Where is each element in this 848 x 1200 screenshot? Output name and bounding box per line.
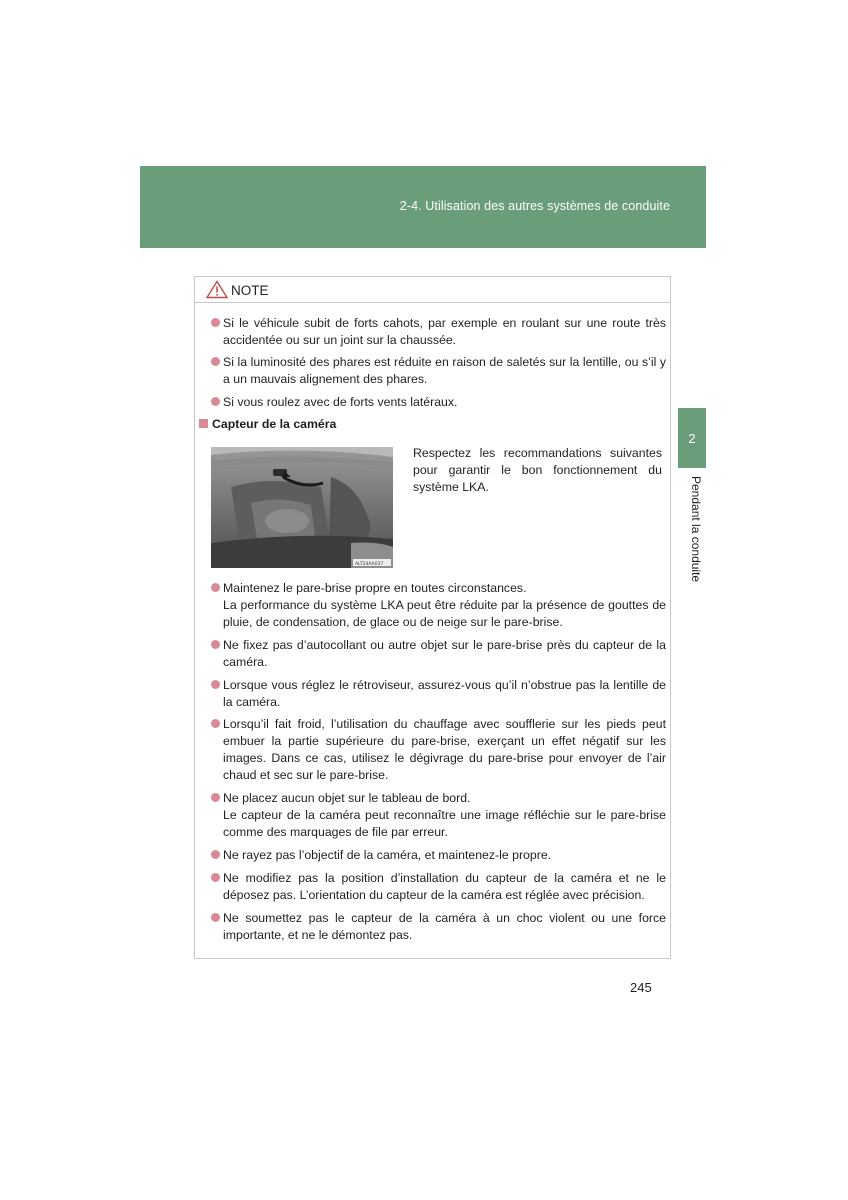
warning-triangle-icon: [206, 280, 228, 299]
camera-photo: [211, 447, 393, 568]
bullet-dot-icon: [211, 640, 220, 649]
bullet-text: Si la luminosité des phares est réduite en raison de saletés sur la lentille, ou s’il y a un mauvais alignement des phares.: [223, 355, 666, 386]
bullet-dot-icon: [211, 913, 220, 922]
bullet-dot-icon: [211, 357, 220, 366]
bullet-text: Lorsqu’il fait froid, l’utilisation du chauffage avec soufflerie sur les pieds peut embuer la partie supérieure du pare-brise, exerçant un effet négatif sur les images. Dans ce cas, utilisez le dégivrage du pare-brise pour envoyer de l’air chaud et sec sur le pare-brise.: [223, 717, 666, 782]
note-bullet: [223, 847, 666, 864]
bullet-text: Si vous roulez avec de forts vents latéraux.: [223, 395, 458, 409]
note-bullet: [223, 910, 666, 944]
bullet-text: Si le véhicule subit de forts cahots, par exemple en roulant sur une route très accidentée ou sur un joint sur la chaussée.: [223, 316, 666, 347]
note-bullet: [223, 394, 666, 411]
note-bullet: [223, 716, 666, 784]
bullet-dot-icon: [211, 793, 220, 802]
bullet-dot-icon: [211, 719, 220, 728]
bullet-dot-icon: [211, 318, 220, 327]
note-bullet: [223, 870, 666, 904]
chapter-title: 2-4. Utilisation des autres systèmes de conduite: [399, 199, 670, 213]
note-bullet: [223, 790, 666, 841]
photo-code: ALT24AA037: [355, 562, 384, 567]
bullet-subtext: La performance du système LKA peut être réduite par la présence de gouttes de pluie, de condensation, de glace ou de neige sur le pare-brise.: [223, 598, 666, 629]
bullet-dot-icon: [211, 850, 220, 859]
note-bullet: [223, 315, 666, 349]
bullet-dot-icon: [211, 873, 220, 882]
note-bullet: [223, 637, 666, 671]
bullet-text: Ne modifiez pas la position d’installation du capteur de la caméra et ne le déposez pas. L’orientation du capteur de la caméra est réglée avec précision.: [223, 871, 666, 902]
section-title: Capteur de la caméra: [212, 417, 337, 431]
chapter-header-bar: [140, 166, 706, 248]
bullet-text: Ne rayez pas l’objectif de la caméra, et maintenez-le propre.: [223, 848, 552, 862]
bullet-dot-icon: [211, 680, 220, 689]
windshield-camera-illustration: [211, 447, 393, 568]
note-header: [195, 277, 670, 303]
note-bullet: [223, 580, 666, 631]
bullet-subtext: Le capteur de la caméra peut reconnaître une image réfléchie sur le pare-brise comme des marquages de file par erreur.: [223, 808, 666, 839]
bullet-dot-icon: [211, 397, 220, 406]
chapter-tab-label: Pendant la conduite: [689, 476, 703, 583]
note-title: NOTE: [231, 283, 269, 298]
bullet-text: Lorsque vous réglez le rétroviseur, assurez-vous qu’il n’obstrue pas la lentille de la caméra.: [223, 678, 666, 709]
page-number: 245: [630, 980, 652, 995]
section-heading: [199, 417, 336, 431]
chapter-number: 2: [688, 430, 696, 446]
photo-caption: Respectez les recommandations suivantes pour garantir le bon fonctionnement du système LKA.: [413, 446, 662, 494]
note-bullet: [223, 354, 666, 388]
bullet-dot-icon: [211, 583, 220, 592]
note-bullet: [223, 677, 666, 711]
chapter-tab: [678, 408, 706, 468]
bullet-text: Ne fixez pas d’autocollant ou autre objet sur le pare-brise près du capteur de la caméra.: [223, 638, 666, 669]
bullet-text: Ne placez aucun objet sur le tableau de bord.: [223, 791, 471, 805]
note-box: [194, 276, 671, 959]
bullet-text: Ne soumettez pas le capteur de la caméra à un choc violent ou une force importante, et ne le démontez pas.: [223, 911, 666, 942]
bullet-text: Maintenez le pare-brise propre en toutes circonstances.: [223, 581, 527, 595]
section-square-icon: [199, 419, 208, 428]
